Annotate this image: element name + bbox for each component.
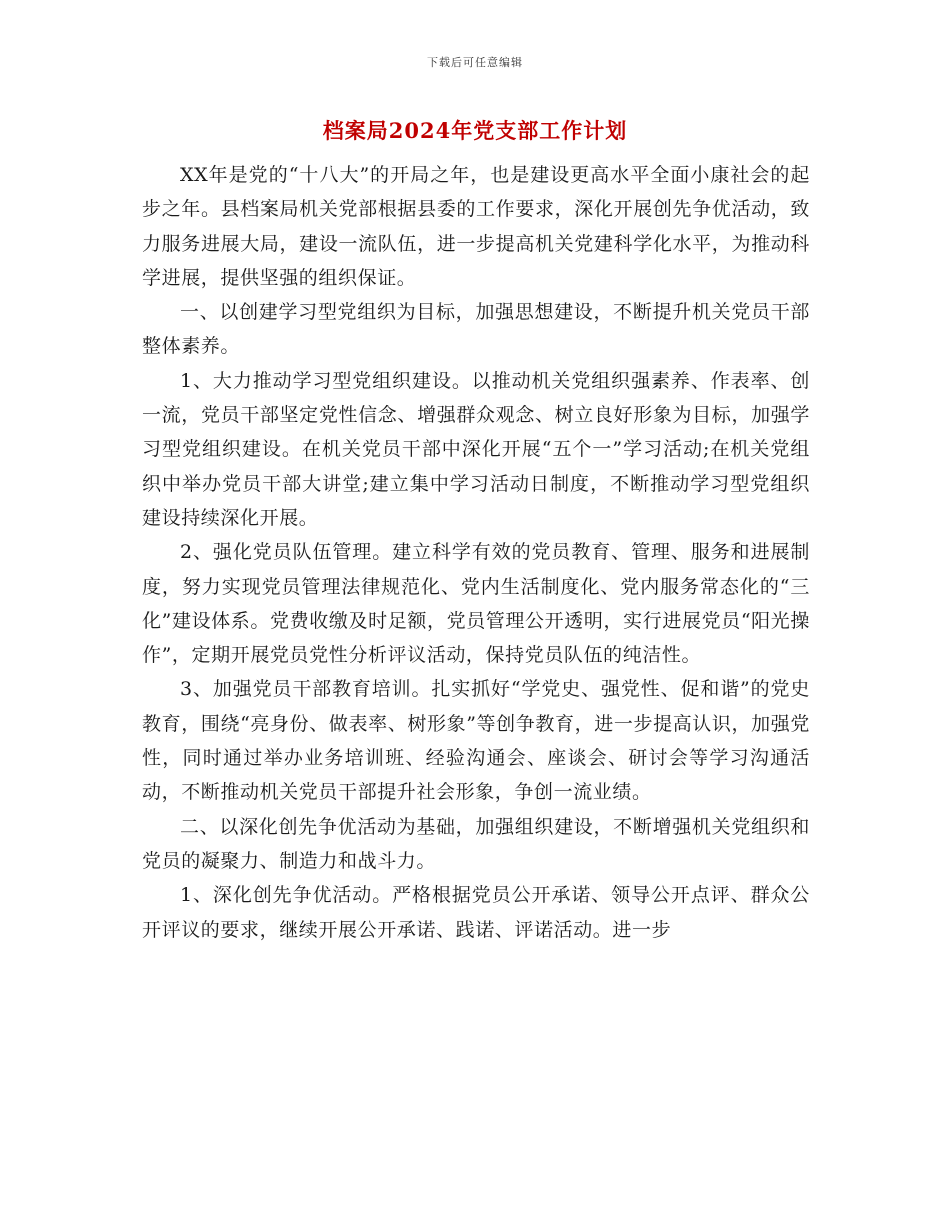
paragraph-item-1-3: 3、加强党员干部教育培训。扎实抓好“学党史、强党性、促和谐”的党史教育，围绕“亮身份、做表率、树形象”等创争教育，进一步提高认识，加强党性，同时通过举办业务培训班、经验沟通会、座谈会、研讨会等学习沟通活动，不断推动机关党员干部提升社会形象，争创一流业绩。 [142, 678, 810, 804]
paragraph-item-1-2: 2、强化党员队伍管理。建立科学有效的党员教育、管理、服务和进展制度，努力实现党员管理法律规范化、党内生活制度化、党内服务常态化的“三化”建设体系。党费收缴及时足额，党员管理公开透明，实行进展党员“阳光操作”，定期开展党员党性分析评议活动，保持党员队伍的纯洁性。 [142, 541, 810, 667]
paragraph-section-1-heading: 一、以创建学习型党组织为目标，加强思想建设，不断提升机关党员干部整体素养。 [142, 301, 810, 358]
paragraph-item-1-1: 1、大力推动学习型党组织建设。以推动机关党组织强素养、作表率、创一流，党员干部坚定党性信念、增强群众观念、树立良好形象为目标，加强学习型党组织建设。在机关党员干部中深化开展“五个一”学习活动;在机关党组织中举办党员干部大讲堂;建立集中学习活动日制度，不断推动学习型党组织建设持续深化开展。 [142, 369, 810, 529]
document-title: 档案局2024年党支部工作计划 [322, 118, 628, 143]
paragraph-section-2-heading: 二、以深化创先争优活动为基础，加强组织建设，不断增强机关党组织和党员的凝聚力、制造力和战斗力。 [142, 815, 810, 872]
document-body [142, 158, 810, 947]
paragraph-intro: XX年是党的“十八大”的开局之年，也是建设更高水平全面小康社会的起步之年。县档案局机关党部根据县委的工作要求，深化开展创先争优活动，致力服务进展大局，建设一流队伍，进一步提高机关党建科学化水平，为推动科学进展，提供坚强的组织保证。 [142, 164, 810, 289]
paragraph-item-2-1: 1、深化创先争优活动。严格根据党员公开承诺、领导公开点评、群众公开评议的要求，继续开展公开承诺、践诺、评诺活动。进一步 [142, 884, 810, 941]
header-note: 下载后可任意编辑 [427, 56, 523, 69]
